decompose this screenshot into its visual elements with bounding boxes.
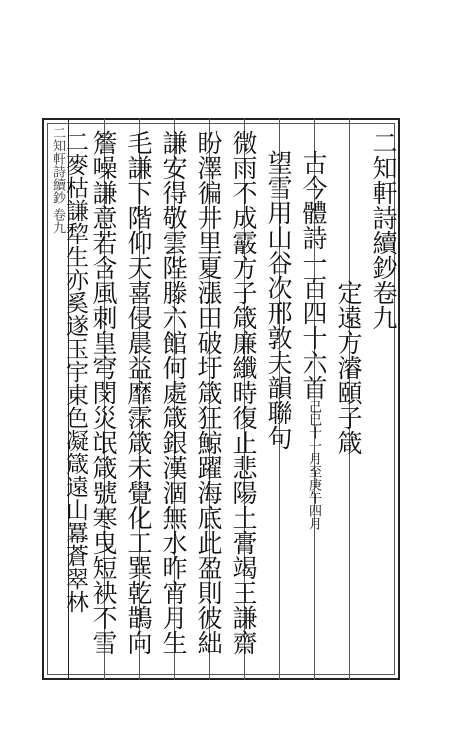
text-column-4: 望雪用山谷次邢敦夫韻聯句	[264, 150, 293, 450]
date-note: 己巳十一月至庚午四月	[306, 400, 321, 530]
text-column-6: 盼澤徧井里夏漲田破圩箴狂鯨躍海底此盈則彼絀	[194, 130, 223, 655]
text-column-7: 謙安得敬雲陛滕六館何處箴銀漢涸無水昨宵月生	[159, 130, 188, 655]
text-column-3: 古今體詩一百四十六首己巳十一月至庚午四月	[299, 150, 328, 530]
fold-margin-title: 二知軒詩續鈔 卷九	[50, 126, 65, 235]
text-column-9: 簷噪謙意若含風刺皇穹閔災氓箴號寒曳短袂不雪	[89, 130, 118, 655]
text-column-1: 二知軒詩續鈔卷九	[369, 130, 398, 330]
text-column-8: 毛謙下階仰天喜侵晨益靡霂箴未覺化工巽乾鵲向	[124, 130, 153, 655]
text-column-10: 二麥枯謙犂生亦奚遂玉宇東色凝箴遠山羃蒼翠林	[62, 130, 88, 613]
text-column-5: 微雨不成霰方子箴廉纖時復止悲陽土膏竭王謙齋	[229, 130, 258, 655]
text-column-2: 定遠方濬頤子箴	[334, 280, 363, 455]
